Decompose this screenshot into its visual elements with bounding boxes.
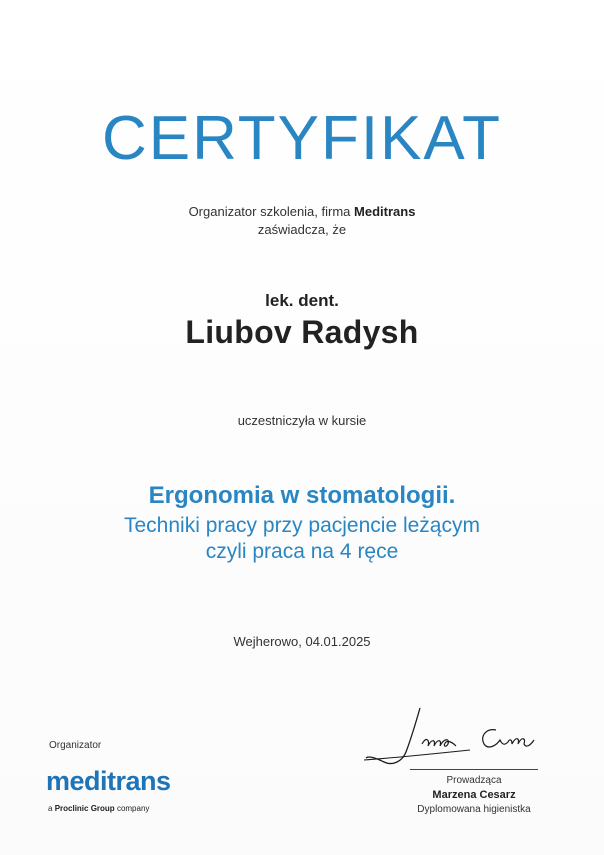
organizer-label: Organizator (49, 740, 102, 751)
signature-line (410, 769, 538, 770)
logo-tagline (48, 804, 149, 813)
course-subtitle-line2: czyli praca na 4 ręce (205, 540, 399, 563)
participation-text: uczestniczyła w kursie (237, 413, 367, 428)
course-title: Ergonomia w stomatologii. (148, 482, 456, 509)
recipient-name: Liubov Radysh (185, 314, 419, 350)
logo-tagline-brand: Proclinic Group (54, 804, 115, 813)
course-subtitle (0, 513, 604, 565)
course-subtitle-line1: Techniki pracy przy pacjencie leżącym (124, 514, 480, 537)
organizer-prefix: Organizator szkolenia, firma (188, 204, 351, 219)
recipient-prefix: lek. dent. (265, 291, 339, 310)
logo-tagline-suffix: company (116, 804, 150, 813)
organizer-suffix: zaświadcza, że (257, 222, 347, 237)
organizer-name: Meditrans (354, 204, 416, 219)
signer-title: Dyplomowana higienistka (417, 804, 531, 815)
handwritten-signature (362, 700, 542, 775)
logo-tagline-prefix: a (48, 804, 53, 813)
signer-name: Marzena Cesarz (432, 789, 516, 801)
meditrans-logo: meditrans (46, 766, 171, 796)
certificate-title: CERTYFIKAT (101, 104, 503, 173)
place-date: Wejherowo, 04.01.2025 (233, 634, 371, 649)
signer-role: Prowadząca (446, 775, 502, 786)
organizer-statement (0, 203, 604, 239)
